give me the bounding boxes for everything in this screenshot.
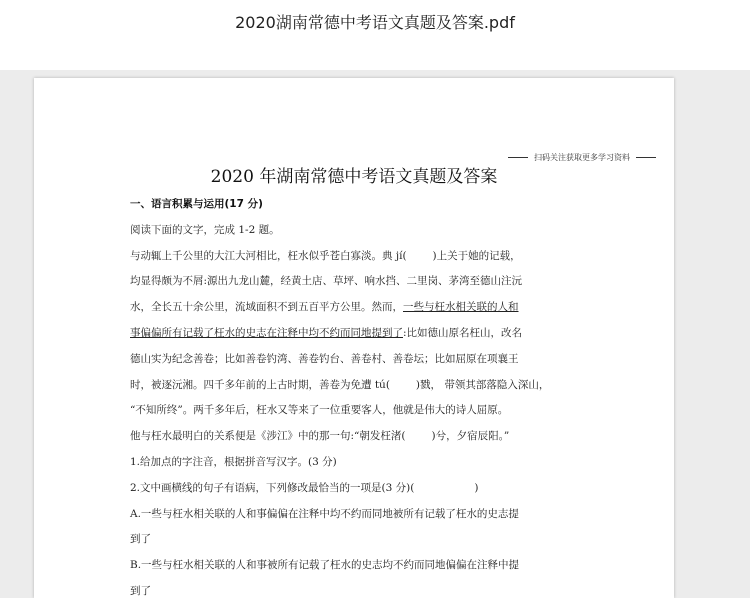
passage-text: )兮，夕宿辰阳。”	[431, 430, 510, 443]
viewer-toolbar	[0, 0, 750, 70]
option-a-cont: 到了	[130, 533, 151, 546]
banner-rule-right	[636, 157, 656, 158]
underlined-sentence: 一些与枉水相关联的人和	[403, 301, 519, 314]
question-text: )	[474, 481, 479, 494]
passage-line: 德山实为纪念善卷；比如善卷钓湾、善卷钓台、善卷村、善卷坛；比如屈原在项襄王	[130, 352, 519, 365]
option-b: B.一些与枉水相关联的人和事被所有记载了枉水的史志均不约而同地偏偏在注释中提	[130, 559, 520, 572]
document-title: 2020 年湖南常德中考语文真题及答案	[210, 167, 498, 187]
document-body	[130, 192, 600, 598]
passage-text: )戮， 带领其部落隐入深山，	[415, 378, 550, 391]
question-2	[130, 476, 600, 502]
passage-text: 水，全长五十余公里，流域面积不到五百平方公里。然而，	[130, 301, 403, 314]
passage-line	[130, 424, 600, 450]
passage-line: 均显得颇为不屑:源出九龙山麓，经黄土店、草坪、响水挡、二里岗、茅湾至德山注沅	[130, 275, 523, 288]
option-b-cont: 到了	[130, 584, 151, 597]
passage-text: 他与枉水最明白的关系便是《涉江》中的那一句:“朝发枉渚(	[130, 430, 406, 443]
file-title: 2020湖南常德中考语文真题及答案.pdf	[235, 13, 515, 32]
banner-rule-left	[508, 157, 528, 158]
passage-line	[130, 295, 600, 321]
passage-text: 与动辄上千公里的大江大河相比，枉水似乎苍白寡淡。典 jí(	[130, 249, 407, 262]
question-text: 2.文中画横线的句子有语病，下列修改最恰当的一项是(3 分)(	[130, 481, 415, 494]
document-page	[34, 78, 674, 598]
passage-text: 时，被逐沅湘。四千多年前的上古时期，善卷为免遭 tú(	[130, 378, 390, 391]
instruction-line: 阅读下面的文字，完成 1-2 题。	[130, 223, 280, 236]
section-heading: 一、语言积累与运用(17 分)	[130, 198, 263, 210]
passage-line	[130, 373, 600, 399]
passage-line	[130, 244, 600, 270]
passage-text: )上关于她的记载，	[432, 249, 521, 262]
banner-text: 扫码关注获取更多学习资料	[534, 153, 630, 162]
question-1: 1.给加点的字注音，根据拼音写汉字。(3 分)	[130, 455, 337, 468]
passage-line: “不知所终”。两千多年后，枉水又等来了一位重要客人，他就是伟大的诗人屈原。	[130, 404, 509, 417]
passage-line	[130, 321, 600, 347]
option-a: A.一些与枉水相关联的人和事偏偏在注释中均不约而同地被所有记载了枉水的史志提	[130, 507, 519, 520]
passage-text: :比如德山原名枉山，改名	[403, 326, 523, 339]
underlined-sentence: 事偏偏所有记载了枉水的史志在注释中均不约而同地提到了	[130, 326, 403, 339]
